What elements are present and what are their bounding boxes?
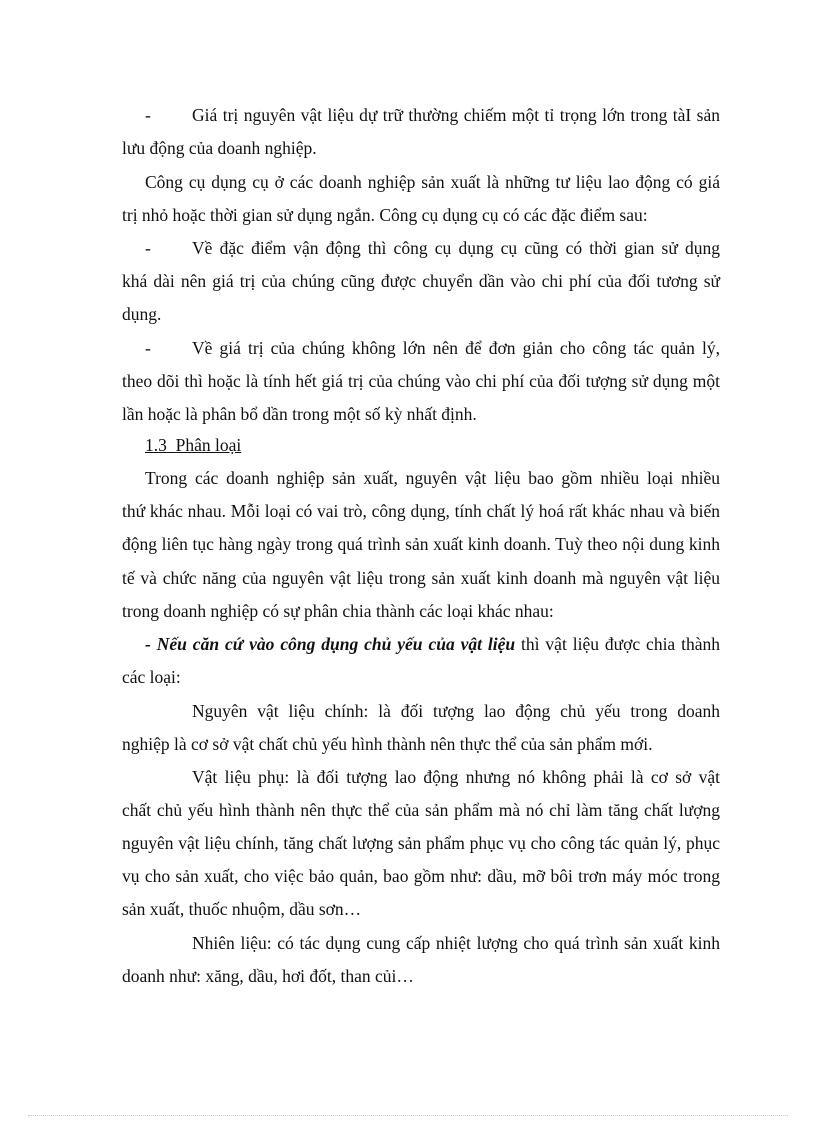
section-number: 1.3 — [145, 435, 167, 455]
criterion-rest: thì vật liệu được chia thành — [515, 634, 720, 654]
text-line: Công cụ dụng cụ ở các doanh nghiệp sản xuất là những tư liệu lao động có giá — [145, 172, 720, 192]
text-line: chất chủ yếu hình thành nên thực thể của sản phẩm mà nó chỉ làm tăng chất lượng — [122, 800, 720, 820]
text-line: thứ khác nhau. Mỗi loại có vai trò, công dụng, tính chất lý hoá rất khác nhau và biến — [122, 501, 720, 521]
text-line: Về giá trị của chúng không lớn nên để đơn giản cho công tác quản lý, — [192, 338, 720, 358]
criterion-line — [145, 632, 720, 656]
footer-divider — [28, 1115, 788, 1116]
text-line: lưu động của doanh nghiệp. — [122, 138, 317, 158]
text-line: tế và chức năng của nguyên vật liệu trong sản xuất kinh doanh mà nguyên vật liệu — [122, 568, 720, 588]
text-line: trị nhỏ hoặc thời gian sử dụng ngắn. Công cụ dụng cụ có các đặc điểm sau: — [122, 205, 648, 225]
text-line: nguyên vật liệu chính, tăng chất lượng sản phẩm phục vụ cho công tác quản lý, phục — [122, 833, 720, 853]
criterion-emphasis: Nếu căn cứ vào công dụng chủ yếu của vật liệu — [156, 634, 516, 654]
text-line: Vật liệu phụ: là đối tượng lao động nhưng nó không phải là cơ sở vật — [192, 767, 720, 787]
text-line: lần hoặc là phân bổ dần trong một số kỳ nhất định. — [122, 404, 477, 424]
text-line: sản xuất, thuốc nhuộm, dầu sơn… — [122, 899, 362, 919]
text-line: dụng. — [122, 304, 162, 324]
bullet-dash: - — [145, 238, 151, 258]
text-line: vụ cho sản xuất, cho việc bảo quản, bao gồm như: dầu, mỡ bôi trơn máy móc trong — [122, 866, 720, 886]
text-line: theo dõi thì hoặc là tính hết giá trị của chúng vào chi phí của đối tượng sử dụng một — [122, 371, 720, 391]
text-line: các loại: — [122, 667, 181, 687]
text-line: Nhiên liệu: có tác dụng cung cấp nhiệt lượng cho quá trình sản xuất kinh — [192, 933, 720, 953]
text-line: Trong các doanh nghiệp sản xuất, nguyên vật liệu bao gồm nhiều loại nhiều — [145, 468, 720, 488]
bullet-dash: - — [145, 338, 151, 358]
bullet-dash: - — [145, 105, 151, 125]
text-line: trong doanh nghiệp có sự phân chia thành các loại khác nhau: — [122, 601, 554, 621]
text-line: động liên tục hàng ngày trong quá trình sản xuất kinh doanh. Tuỳ theo nội dung kinh — [122, 534, 720, 554]
text-line: Giá trị nguyên vật liệu dự trữ thường chiếm một tỉ trọng lớn trong tàI sản — [192, 105, 720, 125]
section-title: Phân loại — [175, 435, 242, 455]
text-line: doanh như: xăng, dầu, hơi đốt, than củi… — [122, 966, 414, 986]
criterion-dash: - — [145, 634, 151, 654]
text-line: khá dài nên giá trị của chúng cũng được chuyển dần vào chi phí của đối tương sử — [122, 271, 720, 291]
text-line: nghiệp là cơ sở vật chất chủ yếu hình thành nên thực thể của sản phẩm mới. — [122, 734, 653, 754]
text-line: Nguyên vật liệu chính: là đối tượng lao động chủ yếu trong doanh — [192, 701, 720, 721]
section-heading — [145, 433, 241, 457]
text-line: Về đặc điểm vận động thì công cụ dụng cụ cũng có thời gian sử dụng — [192, 238, 720, 258]
